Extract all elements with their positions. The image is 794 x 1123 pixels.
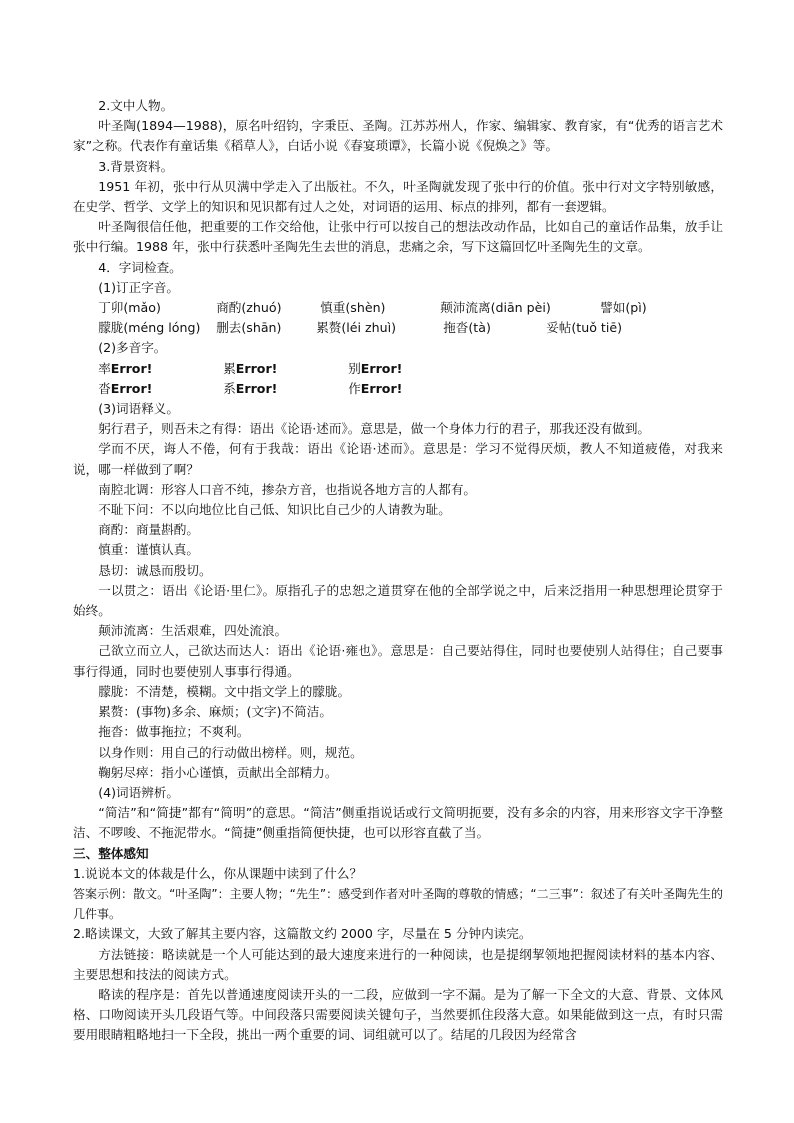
word-distinction-body: “简洁”和“简捷”都有“简明”的意思。“简洁”侧重指说话或行文简明扼要，没有多余的内容，用来形容文字干净整洁、不啰唆、不拖泥带水。“简捷”侧重指简便快捷，也可以形容直截了当。 bbox=[73, 805, 723, 841]
definition-item: 躬行君子，则吾未之有得：语出《论语·述而》。意思是，做一个身体力行的君子，那我还没有做到。 bbox=[98, 421, 651, 437]
definition-item: 商酌：商量斟酌。 bbox=[98, 522, 199, 538]
definition-item: 鞠躬尽瘁：指小心谨慎，贡献出全部精力。 bbox=[98, 764, 338, 780]
polyphone-item: 累Error! bbox=[223, 360, 278, 376]
polyphone-item: 作Error! bbox=[348, 380, 403, 396]
definition-item: 累赘：(事物)多余、麻烦；(文字)不简洁。 bbox=[98, 704, 332, 720]
pronunciation-row-2 bbox=[73, 318, 723, 338]
pronunciation-row-1 bbox=[73, 298, 723, 318]
pron-item: 譬如(pì) bbox=[600, 300, 647, 316]
skim-procedure: 略读的程序是：首先以普通速度阅读开头的一二段，应做到一字不漏。是为了解一下全文的大意、背景、文体风格、口吻阅读开头几段语气等。中间段落只需要阅读关键句子，当然要抓住段落大意。如果能做到这一点，有时只需要用眼睛粗略地扫一下全段，挑出一两个重要的词、词组就可以了。结尾的几段因为经常含 bbox=[73, 986, 723, 1043]
definition-item: 不耻下问：不以向地位比自己低、知识比自己少的人请教为耻。 bbox=[98, 502, 451, 518]
definition-item: 学而不厌，诲人不倦，何有于我哉：语出《论语·述而》。意思是：学习不觉得厌烦，教人不知道疲倦，对我来说，哪一样做到了啊？ bbox=[73, 441, 723, 477]
section-4-title: 4．字词检查。 bbox=[98, 259, 182, 275]
polyphone-item: 系Error! bbox=[223, 380, 278, 396]
definition-item: 朦胧：不清楚，模糊。文中指文学上的朦胧。 bbox=[98, 683, 351, 699]
definition-item: 恳切：诚恳而殷切。 bbox=[98, 562, 212, 578]
background-para-2: 叶圣陶很信任他，把重要的工作交给他，让张中行可以按自己的想法改动作品，比如自己的童话作品集，放手让张中行编。1988 年，张中行获悉叶圣陶先生去世的消息，悲痛之余，写下这篇回忆叶圣陶先生的文章。 bbox=[73, 219, 723, 255]
background-para-1: 1951 年初，张中行从贝满中学走入了出版社。不久，叶圣陶就发现了张中行的价值。张中行对文字特别敏感，在史学、哲学、文学上的知识和见识都有过人之处，对词语的运用、标点的排列，都有一套逻辑。 bbox=[73, 178, 723, 215]
question-2: 2.略读课文，大致了解其主要内容，这篇散文约 2000 字，尽量在 5 分钟内读完。 bbox=[73, 926, 532, 942]
pron-item: 慎重(shèn) bbox=[320, 300, 386, 316]
polyphone-item: 沓Error! bbox=[98, 380, 153, 396]
section-2-title: 2.文中人物。 bbox=[98, 98, 174, 113]
pronunciation-title: (1)订正字音。 bbox=[98, 279, 179, 295]
definition-item: 拖沓：做事拖拉；不爽利。 bbox=[98, 724, 250, 740]
definition-item: 颠沛流离：生活艰难，四处流浪。 bbox=[98, 623, 288, 639]
pron-item: 丁卯(mǎo) bbox=[98, 300, 161, 316]
method-link: 方法链接：略读就是一个人可能达到的最大速度来进行的一种阅读，也是提纲挈领地把握阅读材料的基本内容、主要思想和技法的阅读方式。 bbox=[73, 946, 723, 982]
polyphone-item: 率Error! bbox=[98, 360, 153, 376]
question-1: 1.说说本文的体裁是什么，你从课题中读到了什么？ bbox=[73, 865, 363, 881]
pron-item: 颠沛流离(diān pèi) bbox=[440, 300, 551, 316]
pron-item: 朦胧(méng lóng) bbox=[98, 320, 201, 336]
pron-item: 累赘(léi zhuì) bbox=[316, 320, 397, 336]
pron-item: 拖沓(tà) bbox=[443, 320, 491, 336]
question-1-answer: 答案示例：散文。“叶圣陶”：主要人物；“先生”：感受到作者对叶圣陶的尊敬的情感；“二三事”：叙述了有关叶圣陶先生的几件事。 bbox=[73, 886, 723, 922]
author-bio: 叶圣陶(1894—1988)，原名叶绍钧，字秉臣、圣陶。江苏苏州人，作家、编辑家、教育家，有“优秀的语言艺术家”之称。代表作有童话集《稻草人》，白话小说《春宴琐谭》，长篇小说《倪焕之》等。 bbox=[73, 118, 723, 154]
definitions-title: (3)词语释义。 bbox=[98, 401, 179, 417]
pron-item: 商酌(zhuó) bbox=[216, 300, 282, 316]
definition-item: 慎重：谨慎认真。 bbox=[98, 542, 199, 558]
pron-item: 妥帖(tuǒ tiē) bbox=[546, 320, 623, 336]
definition-item: 己欲立而立人，己欲达而达人：语出《论语·雍也》。意思是：自己要站得住，同时也要使别人站得住；自己要事事行得通，同时也要使别人事事行得通。 bbox=[73, 643, 723, 679]
polyphone-title: (2)多音字。 bbox=[98, 340, 167, 356]
section-3-title: 3.背景资料。 bbox=[98, 158, 174, 174]
word-distinction-title: (4)词语辨析。 bbox=[98, 784, 179, 800]
definition-item: 南腔北调：形容人口音不纯，掺杂方音，也指说各地方言的人都有。 bbox=[98, 481, 476, 497]
polyphone-item: 别Error! bbox=[348, 360, 403, 376]
document-page bbox=[73, 96, 723, 1046]
pron-item: 删去(shān) bbox=[216, 320, 282, 336]
definition-item: 以身作则：用自己的行动做出榜样。则，规范。 bbox=[98, 744, 363, 760]
polyphone-row-2 bbox=[73, 379, 723, 399]
polyphone-row-1 bbox=[73, 359, 723, 379]
definition-item: 一以贯之：语出《论语·里仁》。原指孔子的忠恕之道贯穿在他的全部学说之中，后来泛指用一种思想理论贯穿于始终。 bbox=[73, 582, 723, 619]
overall-perception-heading: 三、整体感知 bbox=[73, 845, 149, 861]
